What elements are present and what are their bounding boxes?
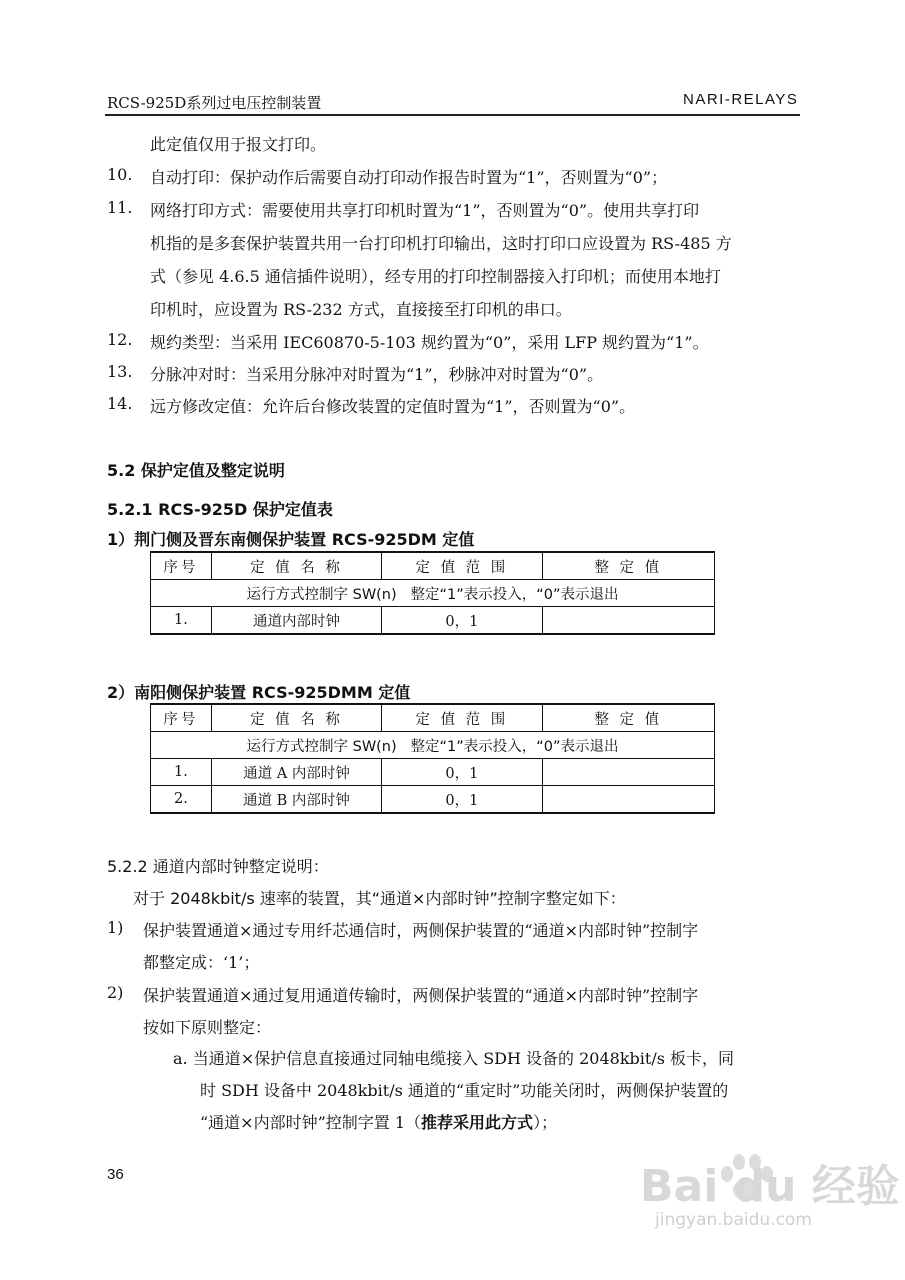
watermark-brand: Bai du 经验	[640, 1161, 900, 1212]
table-row	[151, 607, 715, 635]
list-text	[200, 1110, 557, 1133]
cell-range: 0，1	[382, 759, 542, 786]
page-number: 36	[107, 1166, 124, 1183]
col-header: 定 值 名 称	[211, 552, 381, 580]
list-text: 保护装置通道×通过复用通道传输时，两侧保护装置的“通道×内部时钟”控制字	[143, 986, 699, 1005]
settings-table-1	[150, 551, 715, 635]
mode-desc: 整定“1”表示投入，“0”表示退出	[410, 738, 619, 755]
item-text: 式（参见 4.6.5 通信插件说明），经专用的打印控制器接入打印机；而使用本地打	[150, 267, 721, 286]
mode-desc: 整定“1”表示投入，“0”表示退出	[410, 586, 619, 603]
col-header: 定 值 范 围	[382, 552, 542, 580]
mode-row	[151, 580, 715, 607]
header-brand: NARI-RELAYS	[683, 91, 799, 108]
list-text: 保护装置通道×通过专用纤芯通信时，两侧保护装置的“通道×内部时钟”控制字	[143, 921, 699, 940]
list-text: 都整定成：‘1’；	[143, 953, 260, 972]
cell-name: 通道 B 内部时钟	[211, 786, 381, 814]
list-text: 按如下原则整定：	[143, 1018, 272, 1037]
cell-value	[542, 786, 714, 814]
item-number: 12.	[107, 330, 133, 349]
col-header: 定 值 范 围	[382, 704, 542, 732]
item-text: 印机时，应设置为 RS-232 方式，直接接至打印机的串口。	[150, 300, 572, 319]
list-text-part: ）；	[533, 1113, 558, 1132]
item-number: 14.	[107, 394, 133, 413]
cell-name: 通道 A 内部时钟	[211, 759, 381, 786]
mode-name: 运行方式控制字 SW(n)	[246, 586, 397, 603]
item-number: 10.	[107, 165, 133, 184]
subsection-heading: 5.2.2 通道内部时钟整定说明：	[107, 857, 329, 876]
cell-range: 0，1	[382, 786, 542, 814]
item-text: 网络打印方式：需要使用共享打印机时置为“1”，否则置为“0”。使用共享打印	[150, 201, 700, 220]
table-caption: 2）南阳侧保护装置 RCS-925DMM 定值	[107, 683, 411, 702]
item-text: 分脉冲对时：当采用分脉冲对时置为“1”，秒脉冲对时置为“0”。	[150, 365, 604, 384]
paragraph-line: 对于 2048kbit/s 速率的装置，其“通道×内部时钟”控制字整定如下：	[133, 889, 626, 908]
col-header: 序号	[151, 704, 212, 732]
settings-table-2	[150, 703, 715, 814]
list-text: a. 当通道×保护信息直接通过同轴电缆接入 SDH 设备的 2048kbit/s 板卡，同	[173, 1049, 735, 1068]
subsection-heading: 5.2.1 RCS-925D 保护定值表	[107, 500, 333, 519]
section-heading: 5.2 保护定值及整定说明	[107, 461, 285, 480]
table-row	[151, 759, 715, 786]
item-text: 远方修改定值：允许后台修改装置的定值时置为“1”，否则置为“0”。	[150, 397, 636, 416]
col-header: 定 值 名 称	[211, 704, 381, 732]
cell-name: 通道内部时钟	[211, 607, 381, 635]
col-header: 序号	[151, 552, 212, 580]
list-text-part: “通道×内部时钟”控制字置 1（	[200, 1113, 422, 1132]
item-text: 机指的是多套保护装置共用一台打印机打印输出，这时打印口应设置为 RS-485 方	[150, 234, 732, 253]
table-caption: 1）荆门侧及晋东南侧保护装置 RCS-925DM 定值	[107, 530, 475, 549]
table-row	[151, 786, 715, 814]
cell-value	[542, 759, 714, 786]
header-title: RCS-925D系列过电压控制装置	[107, 94, 322, 112]
col-header: 整 定 值	[542, 704, 714, 732]
item-text: 规约类型：当采用 IEC60870-5-103 规约置为“0”，采用 LFP 规约置为“1”。	[150, 333, 709, 352]
cell-index: 2.	[151, 786, 212, 814]
mode-row	[151, 732, 715, 759]
list-text: 时 SDH 设备中 2048kbit/s 通道的“重定时”功能关闭时，两侧保护装置的	[200, 1081, 729, 1100]
mode-name: 运行方式控制字 SW(n)	[246, 738, 397, 755]
col-header: 整 定 值	[542, 552, 714, 580]
cell-range: 0，1	[382, 607, 542, 635]
cell-index: 1.	[151, 607, 212, 635]
item-number: 11.	[107, 198, 133, 217]
list-number: 2)	[107, 983, 124, 1002]
emphasis-text: 推荐采用此方式	[421, 1113, 534, 1132]
header-rule	[105, 114, 800, 116]
item-text: 自动打印：保护动作后需要自动打印动作报告时置为“1”，否则置为“0”；	[150, 168, 668, 187]
cell-value	[542, 607, 714, 635]
list-number: 1)	[107, 918, 124, 937]
cell-index: 1.	[151, 759, 212, 786]
paragraph-line: 此定值仅用于报文打印。	[150, 135, 327, 154]
watermark-url: jingyan.baidu.com	[655, 1210, 812, 1230]
item-number: 13.	[107, 362, 133, 381]
